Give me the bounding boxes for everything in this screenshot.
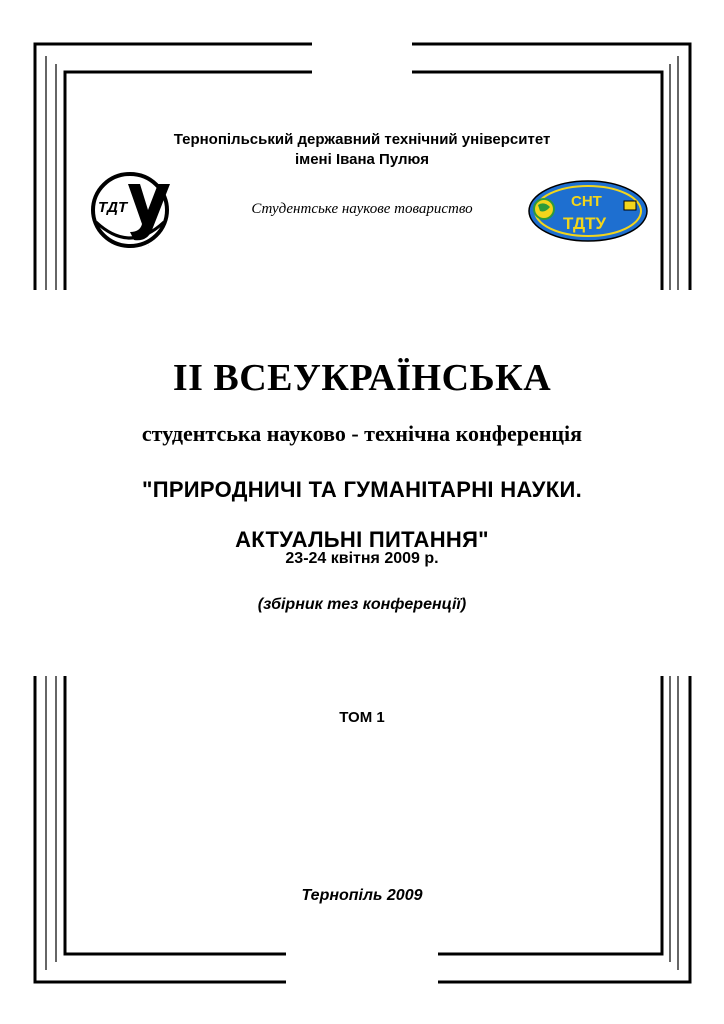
main-title: ІІ ВСЕУКРАЇНСЬКА [172,357,552,399]
city-year: Тернопіль 2009 [301,887,423,904]
conference-dates: 23-24 квітня 2009 р. [285,550,439,567]
tdtu-logo-letter: У [148,246,149,247]
university-line-2: імені Івана Пулюя [294,151,430,168]
conference-subtitle: студентська науково - технічна конференція [141,421,583,446]
volume-label: ТОМ 1 [339,709,385,726]
university-line-1: Тернопільський державний технічний університет [173,131,551,148]
conference-name-line-2: АКТУАЛЬНІ ПИТАННЯ" [235,527,489,552]
snt-logo-bottom-text: ТДТУ [563,214,607,233]
conference-name-line-1: "ПРИРОДНИЧІ ТА ГУМАНІТАРНІ НАУКИ. [141,477,583,502]
collection-label: (збірник тез конференції) [257,596,467,613]
snt-tdtu-logo [527,179,649,243]
university-name [0,130,724,170]
computer-icon [624,201,636,210]
snt-logo-top-text: СНТ [571,193,602,210]
tdtu-logo-text: ТДТ [98,199,128,216]
student-society-label: Студентське наукове товариство [251,201,473,217]
